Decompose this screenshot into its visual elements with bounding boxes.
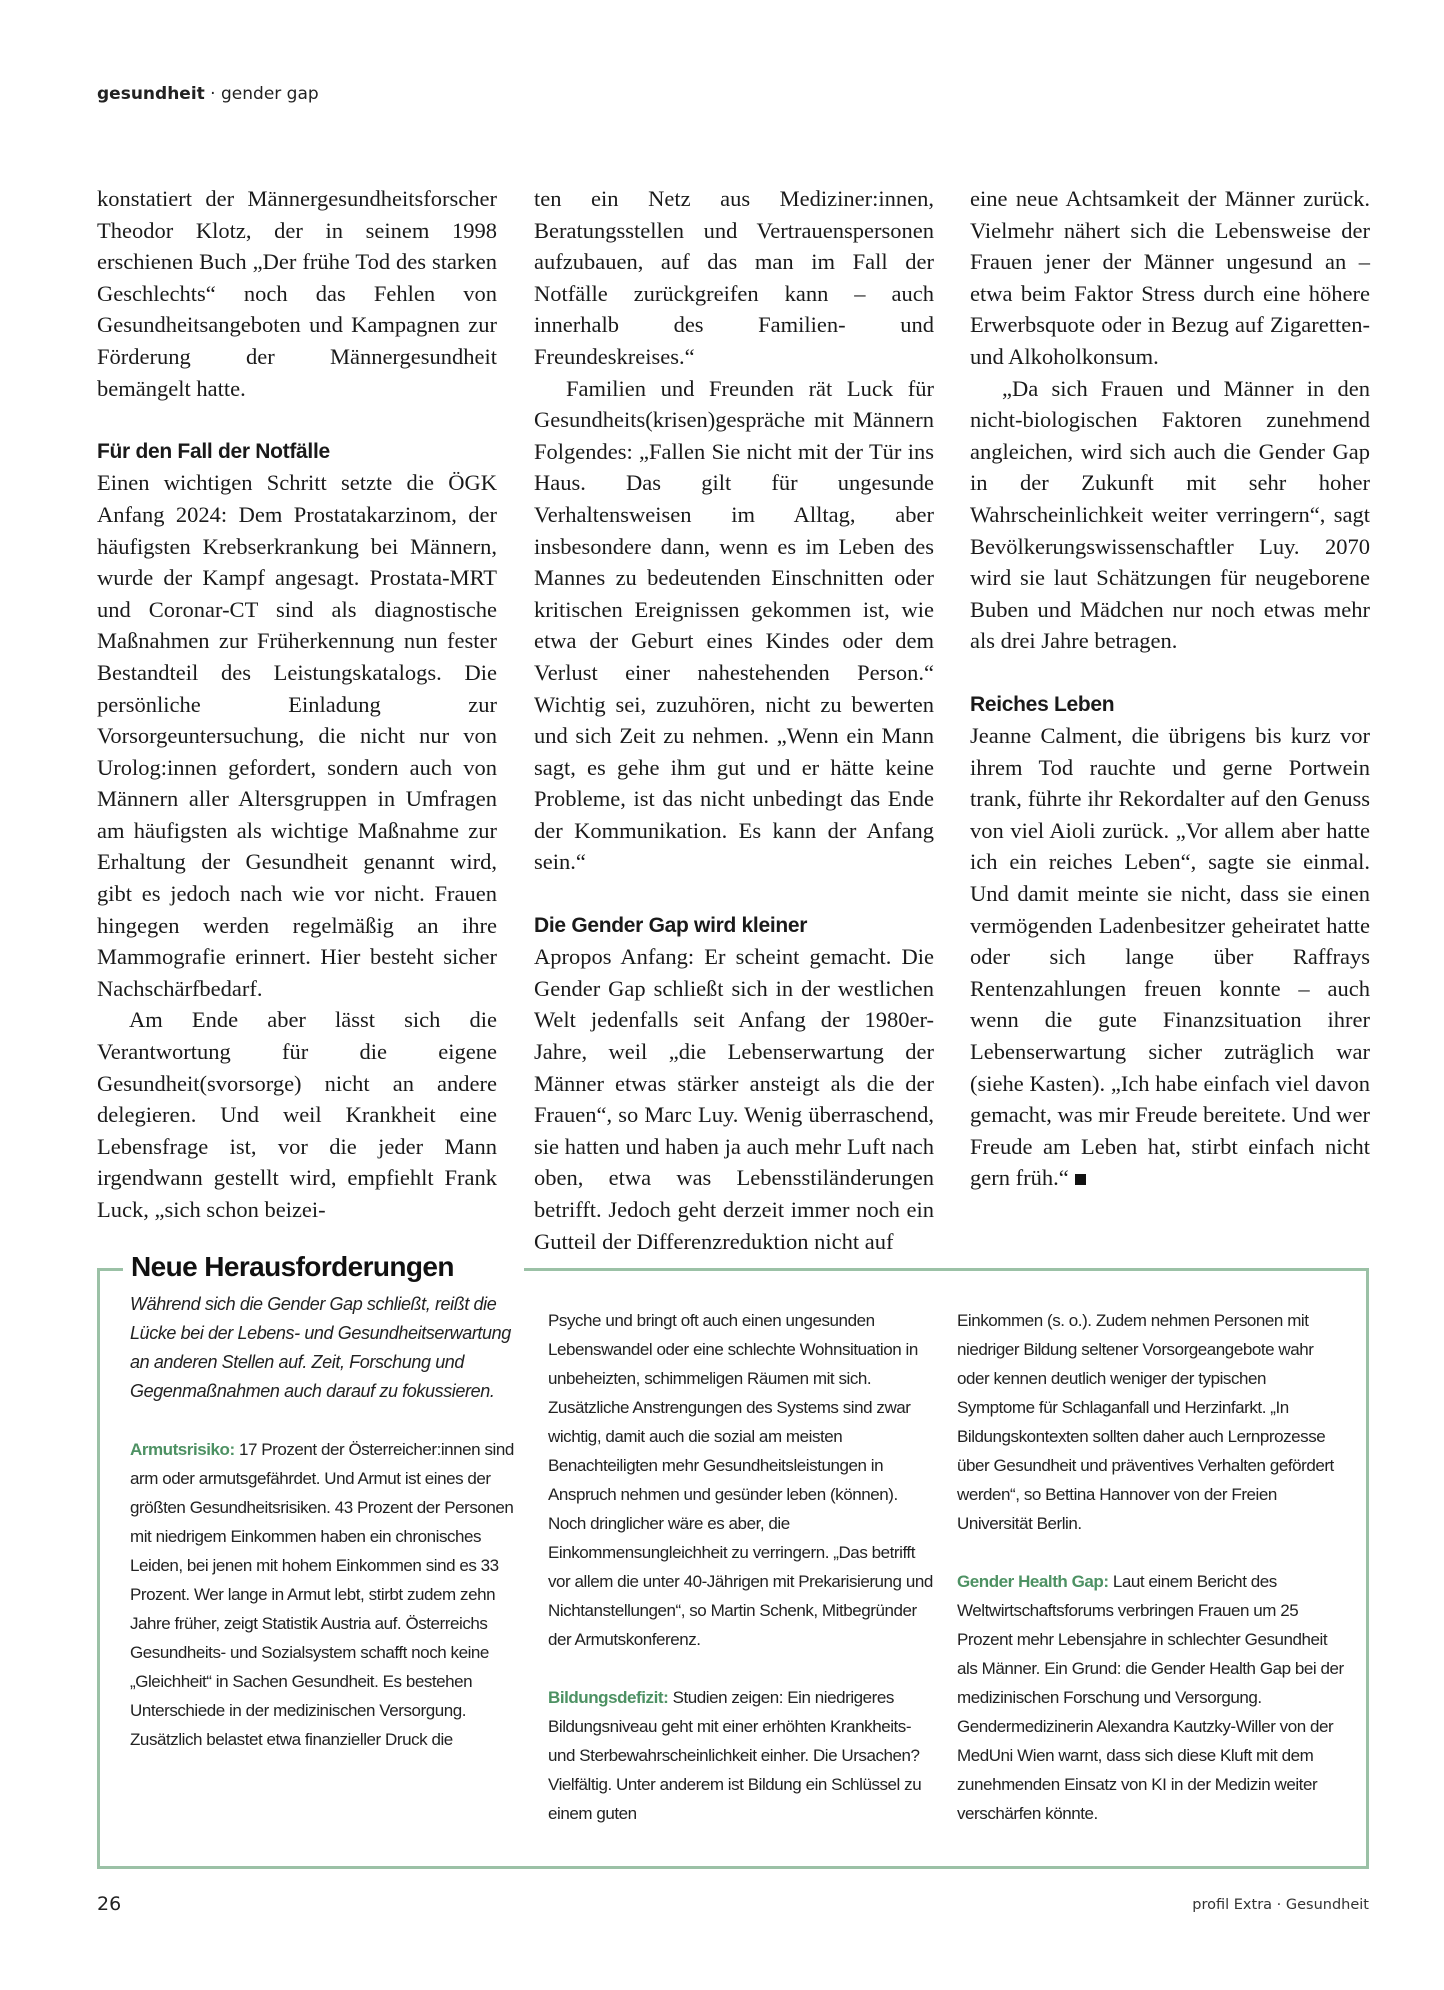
publication-footer: profil Extra · Gesundheit bbox=[1192, 1897, 1369, 1913]
paragraph: Familien und Freunden rät Luck für Gesundheits(krisen)gespräche mit Männern Folgendes: „Fallen Sie nicht mit der Tür ins Haus. Das gilt für ungesunde Verhaltensweisen im Alltag, aber insbesondere dann, wenn es im Leben des Mannes zu bedeutenden Einschnitten oder kritischen Ereignissen gekommen ist, wie etwa der Geburt eines Kindes oder dem Verlust einer nahestehenden Person.“ Wichtig sei, zuzuhören, nicht zu bewerten und sich Zeit zu nehmen. „Wenn ein Mann sagt, es gehe ihm gut und er hätte keine Probleme, ist das nicht unbedingt das Ende der Kommunikation. Es kann der Anfang sein.“ bbox=[534, 375, 934, 875]
info-box-paragraph bbox=[957, 1567, 1345, 1828]
paragraph: Apropos Anfang: Er scheint gemacht. Die Gender Gap schließt sich in der westlichen Welt jedenfalls seit Anfang der 1980er-Jahre, weil „die Lebenserwartung der Männer etwas stärker ansteigt als die der Frauen“, so Marc Luy. Wenig überraschend, sie hatten und haben ja auch mehr Luft nach oben, etwa was Lebensstiländerungen betrifft. Jedoch geht derzeit immer noch ein Gutteil der Differenzreduktion nicht auf bbox=[534, 944, 934, 1254]
info-box-paragraph bbox=[548, 1683, 936, 1828]
paragraph: eine neue Achtsamkeit der Männer zurück. Vielmehr nähert sich die Lebensweise der Frauen jener der Männer ungesund an – etwa beim Faktor Stress durch eine höhere Erwerbsquote oder in Bezug auf Zigaretten- und Alkoholkonsum. bbox=[970, 186, 1370, 369]
info-box-lead: Während sich die Gender Gap schließt, reißt die Lücke bei der Lebens- und Gesundheitserwartung an anderen Stellen auf. Zeit, Forschung und Gegenmaßnahmen auch darauf zu fokussieren. bbox=[130, 1294, 511, 1401]
info-box-title: Neue Herausforderungen bbox=[131, 1251, 454, 1282]
info-box-paragraph: Psyche und bringt oft auch einen ungesunden Lebenswandel oder eine schlechte Wohnsituation in unbeheizten, schimmeligen Räumen mit sich. Zusätzliche Anstrengungen des Systems sind zwar wichtig, damit auch die sozial am meisten Benachteiligten mehr Gesundheitsleistungen in Anspruch nehmen und gesünder leben (können). Noch dringlicher wäre es aber, die Einkommensungleichheit zu verringern. „Das betrifft vor allem die unter 40-Jährigen mit Prekarisierung und Nichtanstellungen“, so Martin Schenk, Mitbegründer der Armutskonferenz. bbox=[548, 1311, 933, 1649]
paragraph: ten ein Netz aus Mediziner:innen, Beratungsstellen und Vertrauenspersonen aufzubauen, auf das man im Fall der Notfälle zurückgreifen kann – auch innerhalb des Familien- und Freundeskreises.“ bbox=[534, 186, 934, 369]
info-box-text: Laut einem Bericht des Weltwirtschaftsforums verbringen Frauen um 25 Prozent mehr Lebensjahre in schlechter Gesundheit als Männer. Ein Grund: die Gender Health Gap bei der medizinischen Forschung und Versorgung. Gendermedizinerin Alexandra Kautzky-Willer von der MedUni Wien warnt, dass sich diese Kluft mit dem zunehmenden Einsatz von KI in der Medizin weiter verschärfen könnte. bbox=[957, 1572, 1344, 1823]
article-column-2 bbox=[534, 183, 934, 1257]
page-number: 26 bbox=[97, 1893, 122, 1915]
header-separator: · bbox=[204, 84, 221, 104]
article-column-3 bbox=[970, 183, 1370, 1194]
info-box-border-top bbox=[97, 1268, 123, 1271]
info-box-column-2 bbox=[548, 1306, 936, 1828]
end-of-article-icon bbox=[1075, 1174, 1086, 1185]
info-box-paragraph bbox=[130, 1435, 518, 1754]
subheading: Die Gender Gap wird kleiner bbox=[534, 913, 808, 937]
keyword-gender-health-gap: Gender Health Gap: bbox=[957, 1572, 1109, 1591]
keyword-bildungsdefizit: Bildungsdefizit: bbox=[548, 1688, 669, 1707]
keyword-armutsrisiko: Armutsrisiko: bbox=[130, 1440, 235, 1459]
info-box-text: 17 Prozent der Österreicher:innen sind arm oder armutsgefährdet. Und Armut ist eines der größten Gesundheitsrisiken. 43 Prozent der Personen mit niedrigem Einkommen haben ein chronisches Leiden, bei jenen mit hohem Einkommen sind es 33 Prozent. Wer lange in Armut lebt, stirbt zudem zehn Jahre früher, zeigt Statistik Austria auf. Österreichs Gesundheits- und Sozialsystem schafft noch keine „Gleichheit“ in Sachen Gesundheit. Es bestehen Unterschiede in der medizinischen Versorgung. Zusätzlich belastet etwa finanzieller Druck die bbox=[130, 1440, 514, 1749]
subheading: Reiches Leben bbox=[970, 692, 1115, 716]
article-column-1 bbox=[97, 183, 497, 1226]
info-box-paragraph: Einkommen (s. o.). Zudem nehmen Personen mit niedriger Bildung seltener Vorsorgeangebote wahr oder kennen deutlich weniger der typischen Symptome für Schlaganfall und Herzinfarkt. „In Bildungskontexten sollten daher auch Lernprozesse über Gesundheit und präventives Verhalten gefördert werden“, so Bettina Hannover von der Freien Universität Berlin. bbox=[957, 1311, 1334, 1533]
info-box-text: Studien zeigen: Ein niedrigeres Bildungsniveau geht mit einer erhöhten Krankheits- und Sterbewahrscheinlichkeit einher. Die Ursachen? Vielfältig. Unter anderem ist Bildung ein Schlüssel zu einem guten bbox=[548, 1688, 922, 1823]
running-header bbox=[97, 84, 319, 104]
header-section: gesundheit bbox=[97, 84, 205, 104]
info-box-column-3 bbox=[957, 1306, 1345, 1828]
paragraph: Am Ende aber lässt sich die Verantwortung für die eigene Gesundheit(svorsorge) nicht an andere delegieren. Und weil Krankheit eine Lebensfrage ist, vor die jeder Mann irgendwann gestellt wird, empfiehlt Frank Luck, „sich schon beizei- bbox=[97, 1007, 497, 1222]
paragraph-text: Jeanne Calment, die übrigens bis kurz vor ihrem Tod rauchte und gerne Portwein trank, führte ihr Rekordalter auf den Genuss von viel Aioli zurück. „Vor allem aber hatte ich ein reiches Leben“, sagte sie einmal. Und damit meinte sie nicht, dass sie einen vermögenden Ladenbesitzer geheiratet hatte oder sich lange über Raffrays Rentenzahlungen freuen konnte – auch wenn die gute Finanzsituation ihrer Lebenserwartung sicher zuträglich war (siehe Kasten). „Ich habe einfach viel davon gemacht, was mir Freude bereitete. Und wer Freude am Leben hat, stirbt einfach nicht gern früh.“ bbox=[970, 723, 1370, 1191]
paragraph-final bbox=[970, 720, 1370, 1194]
info-box-column-1 bbox=[130, 1290, 518, 1754]
subheading: Für den Fall der Notfälle bbox=[97, 439, 330, 463]
paragraph: „Da sich Frauen und Männer in den nicht-biologischen Faktoren zunehmend angleichen, wird sich auch die Gender Gap in der Zukunft mit sehr hoher Wahrscheinlichkeit weiter verringern“, sagt Bevölkerungswissenschaftler Luy. 2070 wird sie laut Schätzungen für neugeborene Buben und Mädchen nur noch etwas mehr als drei Jahre betragen. bbox=[970, 375, 1370, 654]
paragraph: Einen wichtigen Schritt setzte die ÖGK Anfang 2024: Dem Prostatakarzinom, der häufigsten Krebserkrankung bei Männern, wurde der Kampf angesagt. Prostata-MRT und Coronar-CT sind als diagnostische Maßnahmen zur Früherkennung nun fester Bestandteil des Leistungskatalogs. Die persönliche Einladung zur Vorsorgeuntersuchung, die nicht nur von Urolog:innen gefordert, sondern auch von Männern aller Altersgruppen in Umfragen am häufigsten als wichtige Maßnahme zur Erhaltung der Gesundheit genannt wird, gibt es jedoch nach wie vor nicht. Frauen hingegen werden regelmäßig an ihre Mammografie erinnert. Hier besteht sicher Nachschärfbedarf. bbox=[97, 470, 497, 1001]
info-box-border-top bbox=[524, 1268, 1369, 1271]
header-topic: gender gap bbox=[221, 84, 319, 104]
paragraph: konstatiert der Männergesundheitsforscher Theodor Klotz, der in seinem 1998 erschienen Buch „Der frühe Tod des starken Geschlechts“ noch das Fehlen von Gesundheitsangeboten und Kampagnen zur Förderung der Männergesundheit bemängelt hatte. bbox=[97, 186, 497, 401]
